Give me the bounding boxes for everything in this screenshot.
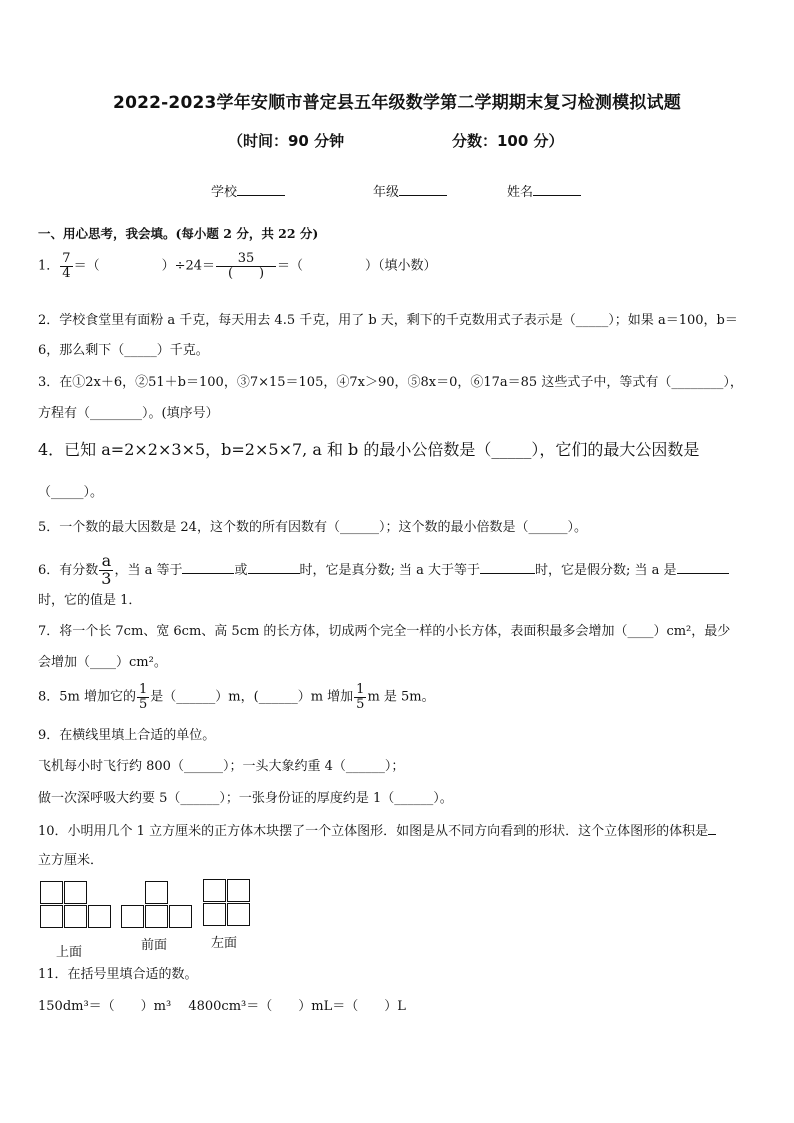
left-view-label: 左面	[211, 936, 238, 951]
grid-cell	[121, 905, 144, 928]
grid-cell	[145, 905, 168, 928]
grid-cell	[227, 879, 250, 902]
school-label: 学校	[211, 185, 238, 200]
front-view-label: 前面	[141, 938, 168, 953]
question-4-cont: （_____）。	[38, 485, 104, 500]
answer-blank[interactable]	[677, 559, 729, 574]
fraction: $\frac{35}{( )}$	[216, 252, 276, 280]
question-9-line3: 做一次深呼吸大约要 5（______）；一张身份证的厚度约是 1（______）。	[38, 791, 453, 806]
name-label: 姓名	[507, 185, 534, 200]
school-field[interactable]	[211, 181, 285, 200]
question-2-cont: 6，那么剩下（_____）千克。	[38, 343, 209, 358]
grid-cell	[88, 905, 111, 928]
grid-cell	[64, 881, 87, 904]
answer-blank[interactable]	[182, 559, 234, 574]
question-number: 1．	[38, 258, 60, 274]
question-7: 7．将一个长 7cm、宽 6cm、高 5cm 的长方体，切成两个完全一样的小长方体，表面积最多会增加（____）cm²，最少	[38, 624, 731, 639]
grid-cell	[203, 879, 226, 902]
question-6: 6．有分数 $\frac{a}{3}$ ，当 a 等于 或 时，它是真分数; 当 a 大于等于 时，它是假分数; 当 a 是	[38, 553, 729, 588]
question-2: 2．学校食堂里有面粉 a 千克，每天用去 4.5 千克，用了 b 天，剩下的千克数用式子表示是（_____）；如果 a＝100，b＝	[38, 313, 738, 328]
question-5: 5．一个数的最大因数是 24，这个数的所有因数有（______）；这个数的最小倍数是（______）。	[38, 520, 587, 535]
question-10: 10．小明用几个 1 立方厘米的正方体木块摆了一个立体图形．如图是从不同方向看到的形状．这个立体图形的体积是	[38, 820, 716, 842]
grid-cell	[203, 903, 226, 926]
top-view-label: 上面	[56, 945, 83, 960]
fraction: $\frac{1}{5}$	[139, 682, 148, 712]
grade-label: 年级	[373, 185, 400, 200]
front-view-figure	[121, 881, 195, 929]
exam-time: （时间：90 分钟	[228, 132, 345, 150]
exam-score: 分数：100 分）	[452, 132, 564, 150]
grid-cell	[40, 881, 63, 904]
name-blank[interactable]	[533, 183, 581, 196]
answer-blank[interactable]	[248, 559, 300, 574]
grid-cell	[227, 903, 250, 926]
grid-cell	[145, 881, 168, 904]
question-3: 3．在①2x＋6，②51＋b＝100，③7×15＝105，④7x＞90，⑤8x＝0，⑥17a＝85 这些式子中，等式有（________），	[38, 375, 743, 390]
question-1: 1． $\frac{7}{4}$ ＝（ ）÷24＝ $\frac{35}{( )}$ ＝（ ）（填小数）	[38, 251, 437, 281]
fraction: $\frac{a}{3}$	[101, 551, 112, 588]
grid-cell	[64, 905, 87, 928]
question-11: 11．在括号里填合适的数。	[38, 967, 198, 982]
grade-blank[interactable]	[399, 183, 447, 196]
name-field[interactable]	[507, 181, 581, 200]
question-4: 4．已知 a=2×2×3×5，b=2×5×7, a 和 b 的最小公倍数是（_____），它们的最大公因数是	[38, 440, 700, 459]
section-heading: 一、用心思考，我会填。(每小题 2 分，共 22 分)	[38, 226, 319, 241]
fraction: $\frac{1}{5}$	[356, 682, 365, 712]
answer-blank[interactable]	[708, 820, 716, 835]
grid-cell	[169, 905, 192, 928]
question-6-cont: 时，它的值是 1．	[38, 593, 142, 608]
page-title: 2022-2023学年安顺市普定县五年级数学第二学期期末复习检测模拟试题	[113, 93, 681, 113]
question-10-cont: 立方厘米．	[38, 853, 104, 868]
grade-field[interactable]	[373, 181, 447, 200]
question-11-cont: 150dm³＝（ ）m³ 4800cm³＝（ ）mL＝（ ）L	[38, 999, 406, 1014]
school-blank[interactable]	[237, 183, 285, 196]
top-view-figure	[40, 881, 114, 929]
answer-blank[interactable]	[480, 559, 535, 574]
left-view-figure	[203, 879, 253, 927]
question-9-line2: 飞机每小时飞行约 800（______）；一头大象约重 4（______）；	[38, 759, 405, 774]
question-9: 9．在横线里填上合适的单位。	[38, 728, 216, 743]
question-3-cont: 方程有（________）。(填序号）	[38, 406, 219, 421]
question-8: 8．5m 增加它的 $\frac{1}{5}$ 是（______）m，(______）m 增加 $\frac{1}{5}$ m 是 5m。	[38, 682, 435, 712]
grid-cell	[40, 905, 63, 928]
question-7-cont: 会增加（____）cm²。	[38, 655, 167, 670]
fraction: $\frac{7}{4}$	[62, 251, 71, 281]
